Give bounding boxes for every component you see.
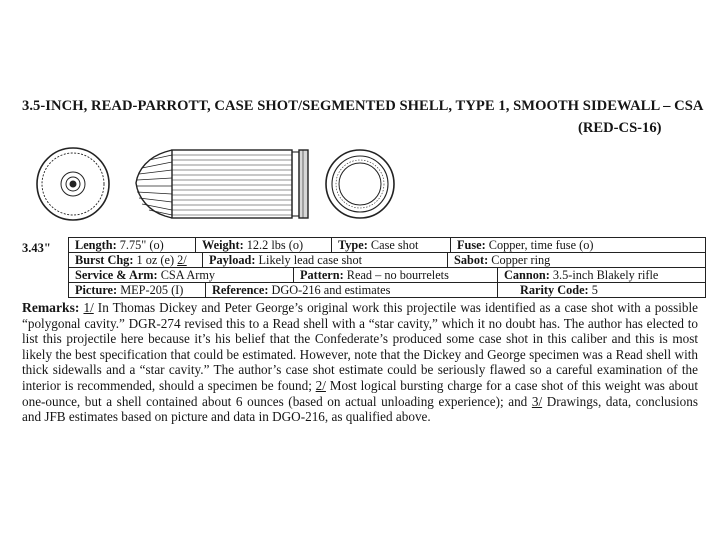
burst-charge-value: 1 oz (e) <box>136 253 178 267</box>
base-view-drawing <box>326 150 394 218</box>
sabot-label: Sabot: <box>454 253 489 267</box>
length-cell <box>68 237 196 253</box>
payload-label: Payload: <box>209 253 256 267</box>
burst-charge-label: Burst Chg: <box>75 253 134 267</box>
length-value: 7.75" (o) <box>119 238 164 252</box>
picture-label: Picture: <box>75 283 118 297</box>
remarks-note-3: 3/ <box>531 393 543 409</box>
projectile-drawings <box>0 138 720 238</box>
type-value: Case shot <box>370 238 419 252</box>
pattern-cell <box>293 267 498 283</box>
fuse-value: Copper, time fuse (o) <box>488 238 594 252</box>
picture-cell <box>68 282 206 298</box>
type-label: Type: <box>338 238 368 252</box>
projectile-code: (RED-CS-16) <box>578 120 662 136</box>
rarity-value: 5 <box>591 283 598 297</box>
rarity-cell <box>497 282 706 298</box>
remarks-paragraph <box>22 300 698 425</box>
payload-cell <box>202 252 448 268</box>
fuse-cell <box>450 237 706 253</box>
fuse-label: Fuse: <box>457 238 486 252</box>
weight-label: Weight: <box>202 238 244 252</box>
remarks-text-1: In Thomas Dickey and Peter George’s original work this projectile was identified as a case shot with a possible “polygonal cavity.” DGR-274 revised this to a Read shell with a “star cavity,” which it no doubt has. The author has elected to list this projectile here because it’s his belief that the Confederate’s produced some case shot in this caliber and this is most likely the best specification that could be estimated. However, note that the Dickey and George specimen was a Read shell with thick sidewalls and a “star cavity.” The author’s case shot estimate could be seriously flawed so a careful examination of the interior is recommended, should a specimen be found; <box>22 300 698 393</box>
cannon-value: 3.5-inch Blakely rifle <box>552 268 659 282</box>
projectile-drawings-svg <box>0 138 720 238</box>
picture-value: MEP-205 (I) <box>120 283 184 297</box>
service-arm-value: CSA Army <box>160 268 216 282</box>
weight-cell <box>195 237 332 253</box>
sabot-cell <box>447 252 706 268</box>
remarks-text-2: Most logical bursting charge for a case shot of this weight was about one-ounce, but a shell contained about 6 ounces (based on actual unloading experience); and <box>22 377 698 409</box>
sabot-value: Copper ring <box>491 253 551 267</box>
burst-charge-note: 2/ <box>177 253 187 267</box>
type-cell <box>331 237 451 253</box>
remarks-note-2: 2/ <box>315 377 326 393</box>
diameter-value: 3.43" <box>22 241 51 255</box>
service-arm-cell <box>68 267 294 283</box>
reference-cell <box>205 282 498 298</box>
remarks-text-3: Drawings, data, conclusions and JFB estimates based on picture and data in DGO-216, as qualified above. <box>22 393 698 425</box>
projectile-title: 3.5-INCH, READ-PARROTT, CASE SHOT/SEGMENTED SHELL, TYPE 1, SMOOTH SIDEWALL – CSA <box>22 98 704 114</box>
pattern-value: Read – no bourrelets <box>346 268 449 282</box>
remarks-note-1: 1/ <box>83 300 94 315</box>
cannon-label: Cannon: <box>504 268 550 282</box>
service-arm-label: Service & Arm: <box>75 268 158 282</box>
length-label: Length: <box>75 238 117 252</box>
pattern-label: Pattern: <box>300 268 344 282</box>
cannon-cell <box>497 267 706 283</box>
rarity-label: Rarity Code: <box>520 283 589 297</box>
remarks-label: Remarks: <box>22 300 80 315</box>
payload-value: Likely lead case shot <box>258 253 363 267</box>
side-view-drawing <box>136 150 308 218</box>
specification-table <box>68 237 706 299</box>
reference-value: DGO-216 and estimates <box>271 283 391 297</box>
burst-charge-cell <box>68 252 203 268</box>
weight-value: 12.2 lbs (o) <box>246 238 304 252</box>
reference-label: Reference: <box>212 283 269 297</box>
nose-view-drawing <box>37 148 109 220</box>
